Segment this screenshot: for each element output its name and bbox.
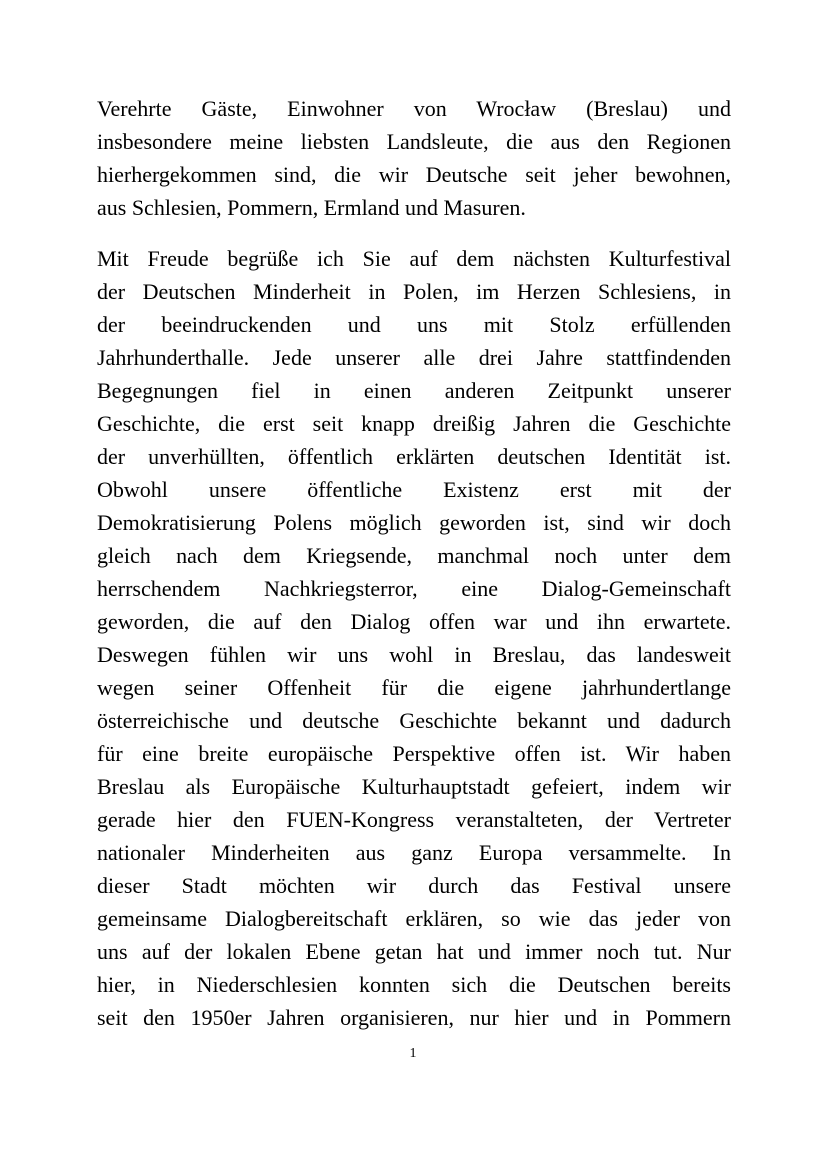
- text-line: hierhergekommen sind, die wir Deutsche seit jeher bewohnen,: [97, 162, 731, 187]
- paragraph: [97, 242, 731, 1034]
- text-line: dieser Stadt möchten wir durch das Festival unsere: [97, 873, 731, 898]
- page-number: 1: [409, 1046, 417, 1061]
- text-line: Verehrte Gäste, Einwohner von Wrocław (Breslau) und: [97, 96, 731, 121]
- text-line: wegen seiner Offenheit für die eigene jahrhundertlange: [97, 675, 731, 700]
- text-line: Demokratisierung Polens möglich geworden ist, sind wir doch: [97, 510, 731, 535]
- text-line: der Deutschen Minderheit in Polen, im Herzen Schlesiens, in: [97, 279, 731, 304]
- text-line: uns auf der lokalen Ebene getan hat und immer noch tut. Nur: [97, 939, 731, 964]
- text-line: geworden, die auf den Dialog offen war und ihn erwartete.: [97, 609, 731, 634]
- text-line: Begegnungen fiel in einen anderen Zeitpunkt unserer: [97, 378, 731, 403]
- text-line: aus Schlesien, Pommern, Ermland und Masuren.: [97, 195, 526, 220]
- text-line: nationaler Minderheiten aus ganz Europa versammelte. In: [97, 840, 731, 865]
- text-line: Obwohl unsere öffentliche Existenz erst mit der: [97, 477, 731, 502]
- text-line: gemeinsame Dialogbereitschaft erklären, so wie das jeder von: [97, 906, 731, 931]
- text-line: hier, in Niederschlesien konnten sich die Deutschen bereits: [97, 972, 731, 997]
- text-line: gleich nach dem Kriegsende, manchmal noch unter dem: [97, 543, 731, 568]
- text-line: Geschichte, die erst seit knapp dreißig Jahren die Geschichte: [97, 411, 731, 436]
- text-line: der unverhüllten, öffentlich erklärten deutschen Identität ist.: [97, 444, 731, 469]
- text-line: für eine breite europäische Perspektive offen ist. Wir haben: [97, 741, 731, 766]
- text-line: seit den 1950er Jahren organisieren, nur hier und in Pommern: [97, 1005, 731, 1030]
- text-line: Mit Freude begrüße ich Sie auf dem nächsten Kulturfestival: [97, 246, 731, 271]
- document-text-block: [97, 92, 731, 1052]
- text-line: herrschendem Nachkriegsterror, eine Dialog-Gemeinschaft: [97, 576, 731, 601]
- text-line: Deswegen fühlen wir uns wohl in Breslau, das landesweit: [97, 642, 731, 667]
- text-line: gerade hier den FUEN-Kongress veranstalteten, der Vertreter: [97, 807, 731, 832]
- text-line: insbesondere meine liebsten Landsleute, die aus den Regionen: [97, 129, 731, 154]
- page-footer: [0, 1044, 826, 1063]
- text-line: Jahrhunderthalle. Jede unserer alle drei Jahre stattfindenden: [97, 345, 731, 370]
- text-line: Breslau als Europäische Kulturhauptstadt gefeiert, indem wir: [97, 774, 731, 799]
- paragraph: [97, 92, 731, 224]
- text-line: österreichische und deutsche Geschichte bekannt und dadurch: [97, 708, 731, 733]
- text-line: der beeindruckenden und uns mit Stolz erfüllenden: [97, 312, 731, 337]
